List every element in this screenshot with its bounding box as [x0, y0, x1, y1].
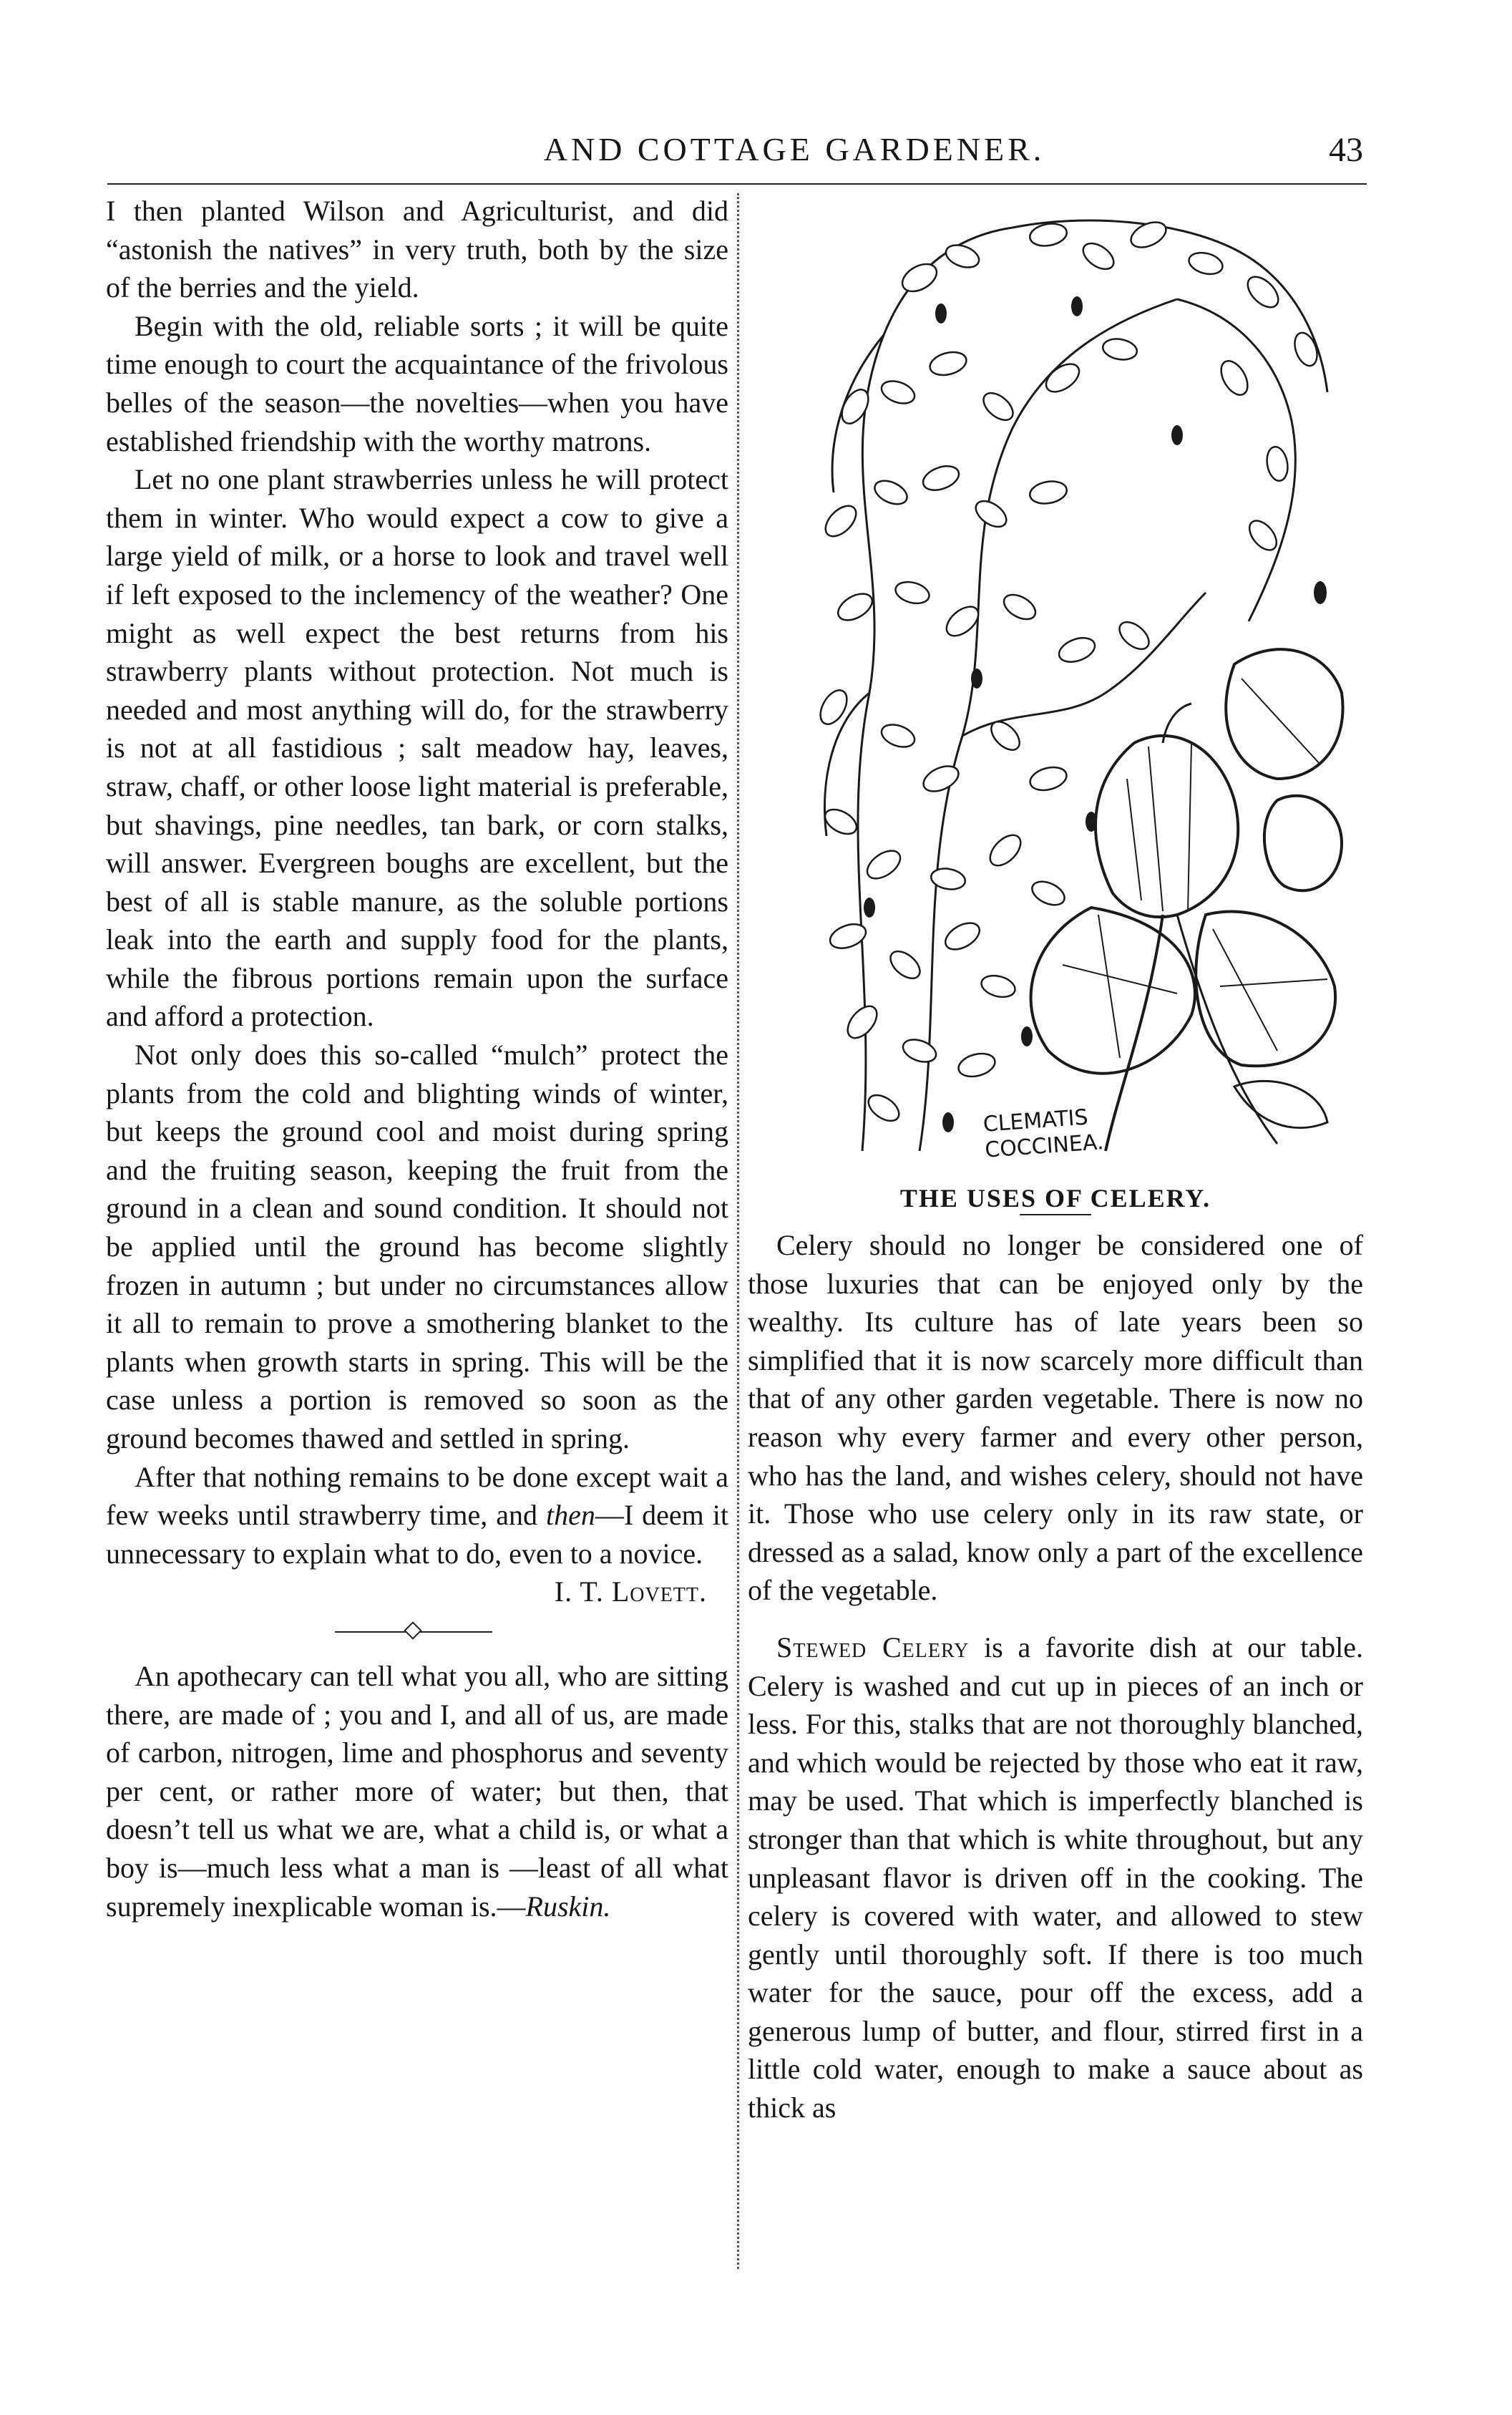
illustration-label [982, 1104, 1105, 1163]
header-rule [107, 183, 1367, 185]
quote-paragraph [106, 1657, 728, 1925]
clematis-illustration [776, 192, 1363, 1180]
paragraph: Not only does this so-called “mulch” protect the plants from the cold and blighting winds of winter, but keeps the ground cool and moist during spring and the fruiting season, keeping the fruit from the ground in a clean and sound condition. It should not be applied until the ground has become slightly frozen in autumn ; but under no circumstances allow it all to remain to prove a smothering blanket to the plants when growth starts in spring. This will be the case unless a portion is removed so soon as the ground becomes thawed and settled in spring. [106, 1039, 728, 1454]
author-signature: I. T. Lovett. [554, 1575, 707, 1608]
running-title: AND COTTAGE GARDENER. [543, 131, 1045, 167]
paragraph-gap [748, 1610, 1363, 1628]
column-divider [737, 193, 739, 2269]
paragraph-text: is a favorite dish at our table. Celery is washed and cut up in pieces of an inch or less. For this, stalks that are not thoroughly blanched, and which would be rejected by those who eat it raw, may be used. That which is imperfectly blanched is stronger than that which is white throughout, but any unpleasant flavor is driven off in the cooking. The celery is covered with water, and allowed to stew gently until thoroughly soft. If there is too much water for the sauce, pour off the excess, add a generous lump of butter, and flour, stirred first in a little cold water, enough to make a sauce about as thick as [748, 1631, 1363, 2124]
diamond-ornament-icon [404, 1621, 421, 1639]
paragraph: Let no one plant strawberries unless he will protect them in winter. Who would expect a cow to give a large yield of milk, or a horse to look and travel well if left exposed to the inclemency of the weather? One might as well expect the best returns from his strawberry plants without protection. Not much is needed and most anything will do, for the strawberry is not at all fastidious ; salt meadow hay, leaves, straw, chaff, or other loose light material is preferable, but shavings, pine needles, tan bark, or corn stalks, will answer. Evergreen boughs are excellent, but the best of all is stable manure, as the soluble portions leak into the earth and supply food for the plants, while the fibrous portions remain upon the surface and afford a protection. [106, 463, 728, 1033]
article-body [748, 1226, 1363, 2127]
left-column [106, 192, 728, 1925]
quote-text: An apothecary can tell what you all, who are sitting there, are made of ; you and I, and all of us, are made of carbon, nitrogen, lime and phosphorus and seventy per cent, or rather more of water; but then, that doesn’t tell us what we are, what a child is, or what a boy is—much less what a man is —least of all what supremely inexplicable woman is.— [106, 1659, 728, 1923]
section-ornament [106, 1617, 728, 1646]
run-in-heading: Stewed Celery [776, 1631, 970, 1663]
paragraph [106, 1458, 728, 1573]
page-number: 43 [1329, 131, 1363, 169]
illustration-label-line: CLEMATIS [982, 1104, 1089, 1137]
clematis-engraving-icon [776, 192, 1363, 1180]
title-rule [1020, 1214, 1091, 1215]
running-head [100, 130, 1370, 180]
paragraph-text: After that nothing remains to be done except wait a few weeks until strawberry time, and [106, 1460, 728, 1532]
article-title: THE USES OF CELERY. [899, 1184, 1211, 1213]
quote-attribution: Ruskin. [525, 1890, 611, 1923]
paragraph: Celery should no longer be considered one of those luxuries that can be enjoyed only by the wealthy. Its culture has of late years been so simplified that it is now scarcely more difficult than that of any other garden vegetable. There is now no reason why every farmer and every other person, who has the land, and wishes celery, should not have it. Those who use celery only in its raw state, or dressed as a salad, know only a part of the excellence of the vegetable. [748, 1229, 1363, 1607]
paragraph-text: —I deem it unnecessary to explain what to do, even to a novice. [106, 1499, 728, 1570]
illustration-label-line: COCCINEA. [984, 1129, 1105, 1163]
paragraph: Begin with the old, reliable sorts ; it will be quite time enough to court the acquaintance of the frivolous belles of the season—the novelties—when you have established friendship with the worthy matrons. [106, 309, 728, 457]
paragraph [748, 1628, 1363, 2127]
paragraph: I then planted Wilson and Agriculturist, and did “astonish the natives” in very truth, both by the size of the berries and the yield. [106, 195, 728, 304]
emphasis: then [546, 1499, 595, 1532]
